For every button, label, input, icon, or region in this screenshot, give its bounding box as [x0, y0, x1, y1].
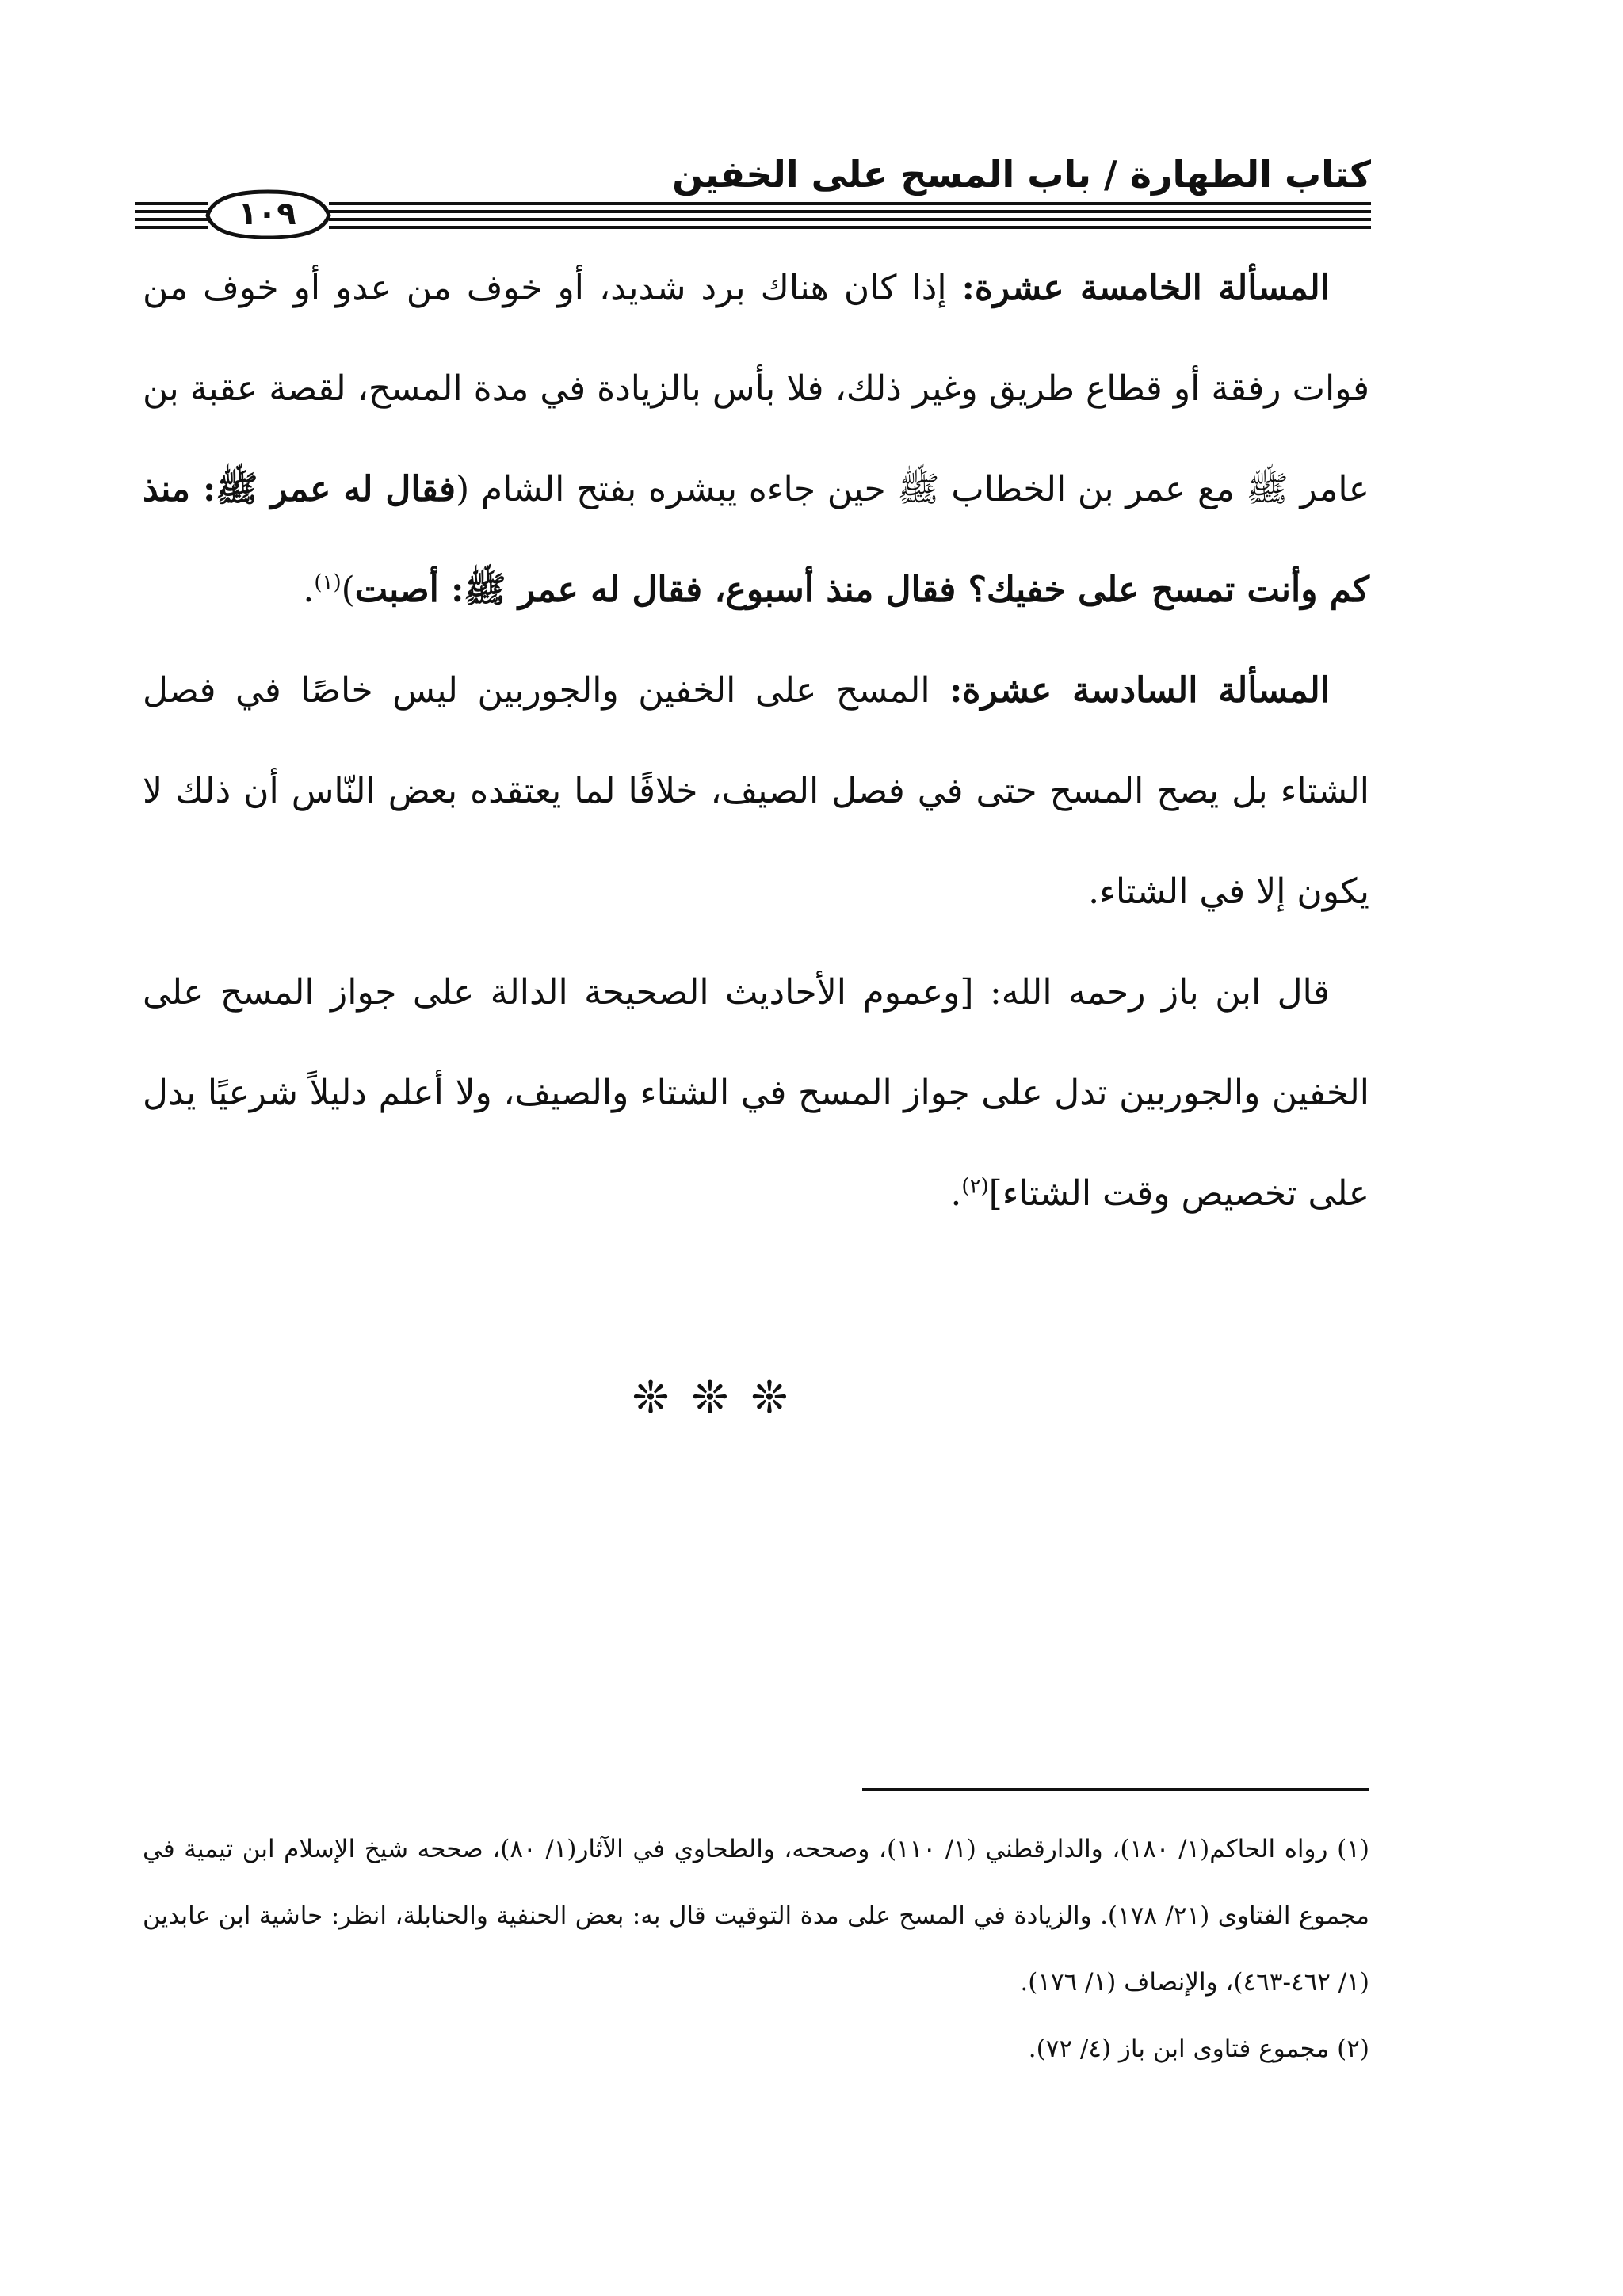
issue-15-heading: المسألة الخامسة عشرة: [961, 268, 1330, 308]
issue-16-text: المسح على الخفين والجوربين ليس خاصًا في فصل الشتاء بل يصح المسح حتى في فصل الصيف، خلافًا لما يعتقده بعض النّاس أن ذلك لا يكون إلا في الشتاء. [143, 670, 1369, 912]
footnote-2: (٢) مجموع فتاوى ابن باز (٤/ ٧٢). [1028, 2035, 1369, 2063]
paragraph-issue-16 [143, 640, 1369, 942]
issue-15-period: . [303, 570, 315, 610]
page-number: ١٠٩ [238, 196, 296, 232]
section-separator-stars: ❊❊❊ [632, 1372, 811, 1424]
running-header-title: كتاب الطهارة / باب المسح على الخفين [672, 153, 1371, 196]
ibn-baz-quote-text: قال ابن باز رحمه الله: [وعموم الأحاديث الصحيحة الدالة على جواز المسح على الخفين والجوربين تدل على جواز المسح في الشتاء والصيف، ولا أعلم دليلاً شرعيًا يدل على تخصيص وقت الشتاء] [143, 972, 1369, 1214]
footnote-ref-1: (١) [314, 570, 342, 595]
issue-15-quote: فقال له عمر ﷺ: منذ كم وأنت تمسح على خفيك؟ فقال منذ أسبوع، فقال له عمر ﷺ: أصبت [143, 469, 1369, 610]
footnote-divider [862, 1788, 1369, 1791]
paragraph-ibn-baz-quote [143, 942, 1369, 1244]
ibn-baz-quote-period: . [950, 1173, 962, 1214]
main-text [143, 238, 1369, 1244]
issue-16-heading: المسألة السادسة عشرة: [949, 670, 1330, 711]
footnote-1: (١) رواه الحاكم(١/ ١٨٠)، والدارقطني (١/ ١١٠)، وصححه، والطحاوي في الآثار(١/ ٨٠)، صححه شيخ الإسلام ابن تيمية في مجموع الفتاوى (٢١/ ١٧٨). والزيادة في المسح على مدة التوقيت قال به: بعض الحنفية والحنابلة، انظر: حاشية ابن عابدين (١/ ٤٦٢-٤٦٣)، والإنصاف (١/ ١٧٦). [143, 1835, 1369, 1997]
issue-15-close-paren: ) [341, 570, 355, 610]
footnote-ref-2: (٢) [961, 1174, 989, 1199]
paragraph-issue-15 [143, 238, 1369, 640]
footnotes [143, 1816, 1369, 2082]
issue-15-text: إذا كان هناك برد شديد، أو خوف من عدو أو خوف من فوات رفقة أو قطاع طريق وغير ذلك، فلا بأس بالزيادة في مدة المسح، لقصة عقبة بن عامر ﷺ مع عمر بن الخطاب ﷺ حين جاءه يبشره بفتح الشام ( [143, 268, 1369, 509]
